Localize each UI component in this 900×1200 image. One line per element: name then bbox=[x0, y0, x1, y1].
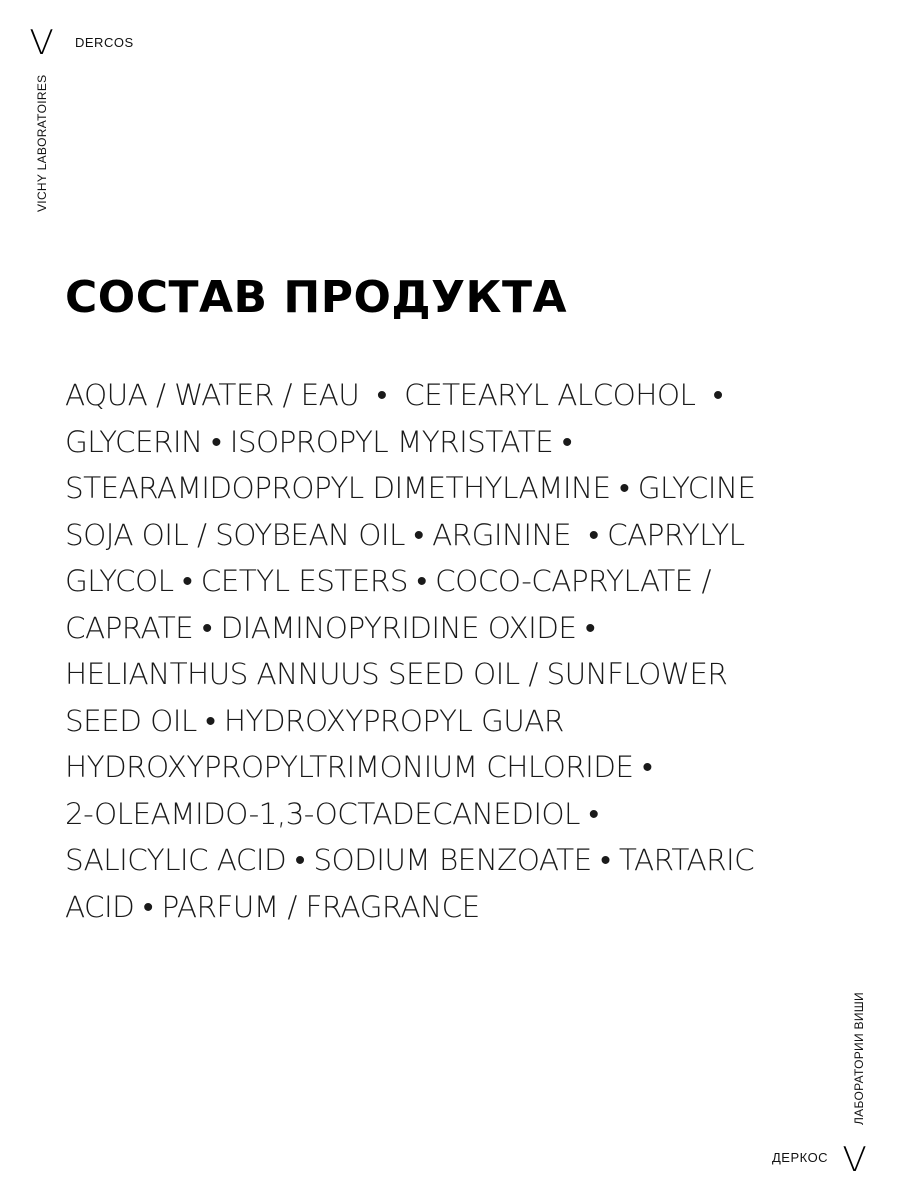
vichy-logo-bottom: V bbox=[842, 1140, 867, 1180]
ingredients-line: GLYCOL • CETYL ESTERS • COCO-CAPRYLATE / bbox=[65, 564, 711, 598]
page-title: СОСТАВ ПРОДУКТА bbox=[65, 272, 568, 323]
ingredients-list bbox=[65, 372, 885, 930]
ingredients-line: SOJA OIL / SOYBEAN OIL • ARGININE • CAPRYLYL bbox=[65, 517, 745, 552]
ingredients-line: STEARAMIDOPROPYL DIMETHYLAMINE • GLYCINE bbox=[65, 471, 756, 505]
ingredients-line: SEED OIL • HYDROXYPROPYL GUAR bbox=[65, 703, 564, 738]
product-line-label-top: DERCOS bbox=[75, 35, 134, 50]
ingredients-line: CAPRATE • DIAMINOPYRIDINE OXIDE • bbox=[65, 610, 595, 645]
brand-vertical-label-left: VICHY LABORATOIRES bbox=[35, 74, 49, 212]
ingredients-line: ACID • PARFUM / FRAGRANCE bbox=[65, 889, 480, 924]
ingredients-line: HELIANTHUS ANNUUS SEED OIL / SUNFLOWER bbox=[65, 657, 728, 691]
ingredients-line: GLYCERIN • ISOPROPYL MYRISTATE • bbox=[65, 424, 572, 459]
ingredients-line: HYDROXYPROPYLTRIMONIUM CHLORIDE • bbox=[65, 750, 652, 784]
brand-vertical-label-right: ЛАБОРАТОРИИ ВИШИ bbox=[852, 992, 866, 1125]
vichy-logo-top: V bbox=[29, 23, 54, 63]
ingredients-line: SALICYLIC ACID • SODIUM BENZOATE • TARTARIC bbox=[65, 843, 755, 877]
ingredients-line: 2-OLEAMIDO-1,3-OCTADECANEDIOL • bbox=[65, 796, 599, 831]
product-line-label-bottom: ДЕРКОС bbox=[772, 1150, 829, 1165]
ingredients-line: AQUA / WATER / EAU • CETEARYL ALCOHOL • bbox=[65, 378, 723, 412]
